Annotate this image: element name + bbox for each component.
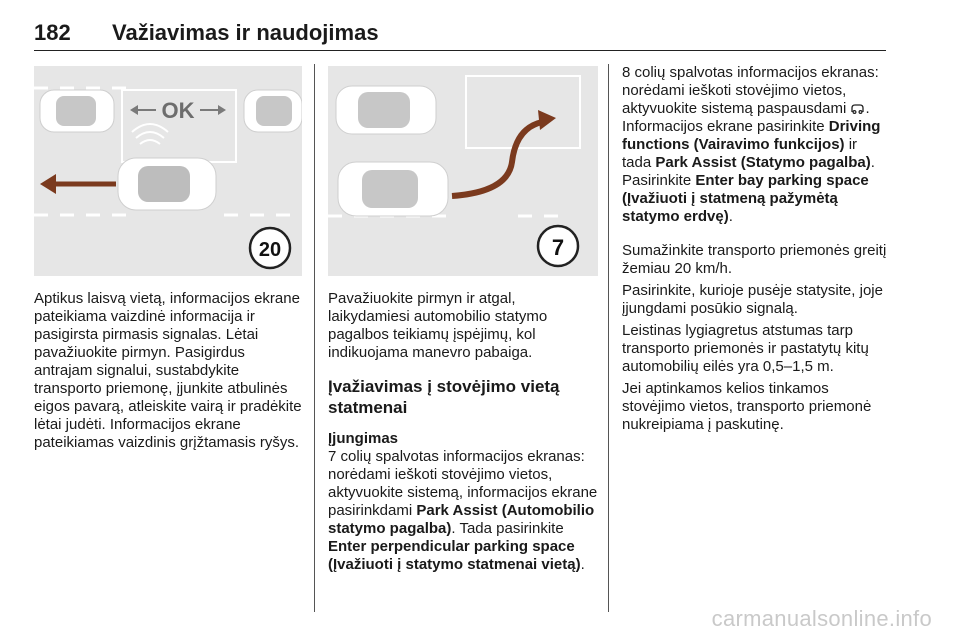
col1-paragraph: Aptikus laisvą vietą, informacijos ekrane pateikiama vaizdinė informacija ir pasigirsta pirmasis signalas. Lėtai pavažiuokite pirmyn. Pasigirdus antrajam signalui, sustabdykite transporto priemonę, įjunkite atbulinės eigos pavarą, atleiskite vairą ir pradėkite lėtai judėti. Informacijos ekrane pateikiamas vaizdinis grįžtamasis ryšys. [34, 290, 302, 451]
col3-paragraph-distance: Leistinas lygiagretus atstumas tarp transporto priemonės ir pastatytų kitų automobilių eilės yra 0,5–1,5 m. [622, 322, 869, 375]
parked-car [336, 86, 436, 134]
parked-car-right [244, 90, 302, 132]
step-badge-number: 20 [258, 239, 282, 261]
column-divider-right [608, 64, 609, 612]
text-run: . Pasirinkite [622, 154, 875, 189]
step-badge [538, 226, 578, 266]
menu-item-ref: Enter perpendicular parking space (Įvažiuoti į statymo statmenai vietą) [328, 538, 581, 573]
page-header [34, 20, 886, 51]
text-run: 7 colių spalvotas informacijos ekranas: norėdami ieškoti stovėjimo vietos, aktyvuokite sistemą, informacijos ekrane pasirinkdami [328, 448, 598, 519]
menu-item-ref: Park Assist (Automobilio statymo pagalba) [328, 502, 595, 537]
menu-item-ref: Driving functions (Vairavimo funkcijos) [622, 118, 881, 153]
text-run: . [728, 208, 733, 225]
text-run: . [580, 556, 585, 573]
watermark: carmanualsonline.info [711, 606, 932, 631]
page-number: 182 [34, 20, 71, 45]
ok-sign-text: OK [161, 98, 195, 123]
col3-paragraph-side: Pasirinkite, kurioje pusėje statysite, joje įjungdami posūkio signalą. [622, 282, 883, 317]
col2-paragraph-activation [328, 448, 600, 574]
parallel-parking-illustration [34, 66, 302, 276]
menu-item-ref: Enter bay parking space (Įvažiuoti į statmeną pažymėtą statymo erdvę) [622, 172, 869, 225]
step-badge-number: 7 [551, 235, 565, 260]
page-title: Važiavimas ir naudojimas [112, 20, 379, 45]
menu-item-ref: Park Assist (Statymo pagalba) [655, 154, 871, 171]
parking-assist-icon [850, 103, 865, 114]
subsection-heading: Įjungimas [328, 430, 399, 447]
figure-perpendicular-parking [328, 66, 598, 276]
perpendicular-parking-illustration [328, 66, 598, 276]
text-run: . Tada pasirinkite [451, 520, 564, 537]
col3-paragraph-speed: Sumažinkite transporto priemonės greitį žemiau 20 km/h. [622, 242, 887, 277]
col3-paragraph-multiple: Jei aptinkamos kelios tinkamos stovėjimo vietos, transporto priemonė nukreipiama į paskutinę. [622, 380, 872, 433]
column-divider-left [314, 64, 315, 612]
figure-parallel-parking [34, 66, 302, 276]
text-run: . Informacijos ekrane pasirinkite [622, 100, 870, 135]
col2-paragraph-intro: Pavažiuokite pirmyn ir atgal, laikydamiesi automobilio statymo pagalbos teikiamų įspėjimų, kol indikuojama manevro pabaiga. [328, 290, 548, 361]
moving-car [338, 162, 448, 216]
section-heading: Įvažiavimas į stovėjimo vietą statmenai [328, 377, 560, 417]
parked-car-left [40, 90, 114, 132]
text-run: ir tada [622, 136, 858, 171]
text-run: 8 colių spalvotas informacijos ekranas: norėdami ieškoti stovėjimo vietos, aktyvuokite sistemą paspausdami [622, 64, 879, 117]
col3-paragraph-activation [622, 64, 890, 226]
moving-car [118, 158, 216, 210]
step-badge [250, 228, 290, 268]
